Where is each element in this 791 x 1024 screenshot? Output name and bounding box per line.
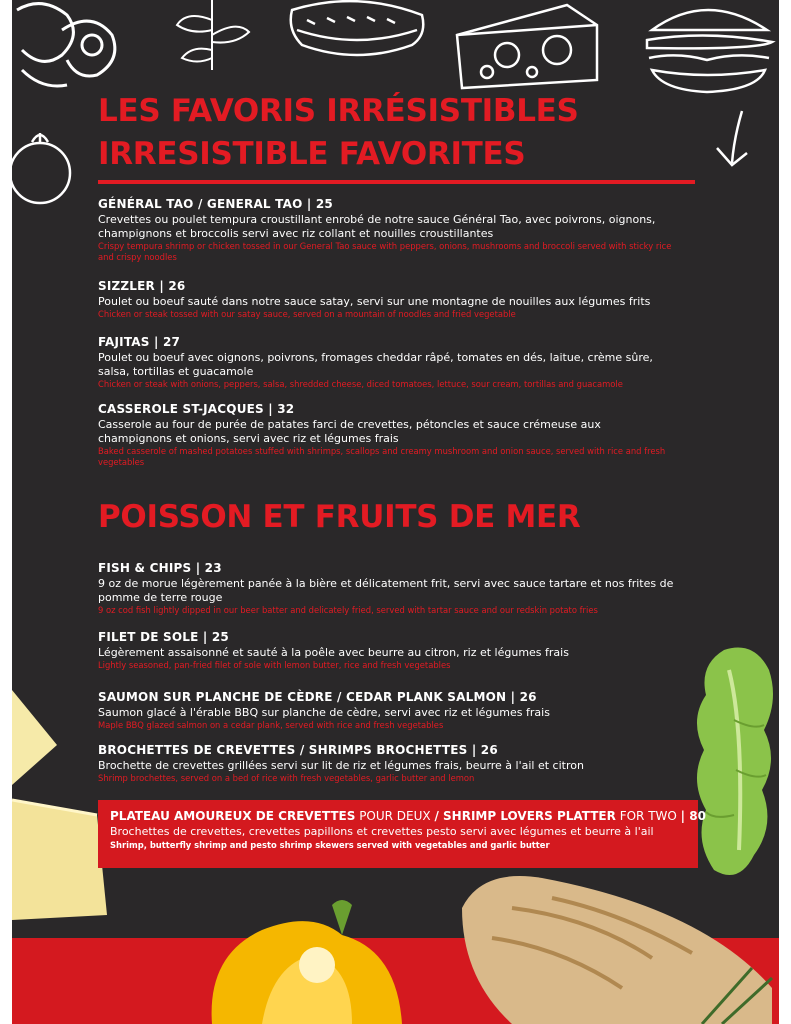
arrow-sketch-icon (712, 108, 752, 168)
item-description-fr: Casserole au four de purée de patates farci de crevettes, pétoncles et sauce crémeuse aux champignons et onions, servi avec riz et légumes frais (98, 418, 601, 445)
cheese-wedge-image (12, 690, 112, 930)
menu-item-general-tao (98, 197, 678, 263)
lettuce-image (684, 640, 779, 890)
item-title: CASSEROLE ST-JACQUES | 32 (98, 402, 295, 416)
platter-pour-deux: POUR DEUX (359, 809, 431, 823)
item-description-fr: Poulet ou boeuf sauté dans notre sauce satay, servi sur une montagne de nouilles aux légumes frits (98, 295, 651, 308)
item-title: BROCHETTES DE CREVETTES / SHRIMPS BROCHETTES | 26 (98, 743, 498, 757)
platter-price: | 80 (680, 809, 706, 823)
menu-item-filet-sole (98, 630, 678, 671)
yellow-pepper-image (192, 895, 422, 1024)
item-description-fr: Crevettes ou poulet tempura croustillant enrobé de notre sauce Général Tao, avec poivrons, oignons, champignons et broccolis servi avec riz collant et nouilles croustillantes (98, 213, 656, 240)
menu-page (12, 0, 779, 1024)
sandwich-sketch-icon (282, 0, 432, 70)
item-title: SIZZLER | 26 (98, 279, 186, 293)
burger-sketch-icon (637, 0, 779, 100)
platter-title-en: / SHRIMP LOVERS PLATTER (434, 809, 616, 823)
item-description-fr: Légèrement assaisonné et sauté à la poêle avec beurre au citron, riz et légumes frais (98, 646, 569, 659)
section-title-fr: LES FAVORIS IRRÉSISTIBLES (98, 93, 579, 129)
item-description-en: Lightly seasoned, pan-fried filet of sole with lemon butter, rice and fresh vegetables (98, 660, 451, 670)
item-title: FAJITAS | 27 (98, 335, 181, 349)
cheese-sketch-icon (447, 0, 607, 95)
item-title: FISH & CHIPS | 23 (98, 561, 222, 575)
herb-sketch-icon (167, 0, 257, 75)
tomato-sketch-icon (12, 128, 82, 208)
menu-item-salmon (98, 690, 678, 731)
item-description-en: Maple BBQ glazed salmon on a cedar plank, served with rice and fresh vegetables (98, 720, 444, 730)
platter-title (110, 808, 706, 824)
platter-description-fr: Brochettes de crevettes, crevettes papillons et crevettes pesto servi avec légumes et beurre à l'ail (110, 825, 654, 838)
item-title: FILET DE SOLE | 25 (98, 630, 229, 644)
section-title-en: IRRESISTIBLE FAVORITES (98, 136, 526, 172)
section-divider (98, 180, 695, 184)
item-description-fr: 9 oz de morue légèrement panée à la bière et délicatement frit, servi avec sauce tartare et nos frites de pomme de terre rouge (98, 577, 674, 604)
item-description-en: Shrimp brochettes, served on a bed of rice with fresh vegetables, garlic butter and lemon (98, 773, 475, 783)
menu-item-casserole (98, 402, 678, 468)
menu-item-fajitas (98, 335, 678, 390)
menu-item-fish-chips (98, 561, 678, 616)
platter-box (98, 800, 706, 868)
item-description-en: Chicken or steak with onions, peppers, salsa, shredded cheese, diced tomatoes, lettuce, sour cream, tortillas and guacamole (98, 379, 623, 389)
section-title-seafood: POISSON ET FRUITS DE MER (98, 499, 581, 535)
item-description-fr: Saumon glacé à l'érable BBQ sur planche de cèdre, servi avec riz et légumes frais (98, 706, 550, 719)
item-description-fr: Brochette de crevettes grillées servi sur lit de riz et légumes frais, beurre à l'ail et citron (98, 759, 584, 772)
item-title: SAUMON SUR PLANCHE DE CÈDRE / CEDAR PLANK SALMON | 26 (98, 690, 537, 704)
item-description-en: 9 oz cod fish lightly dipped in our beer batter and delicately fried, served with tartar sauce and our redskin potato fries (98, 605, 598, 615)
platter-title-fr: PLATEAU AMOUREUX DE CREVETTES (110, 809, 356, 823)
item-description-en: Baked casserole of mashed potatoes stuffed with shrimps, scallops and creamy mushroom and onion sauce, served with rice and fresh vegetables (98, 446, 666, 467)
baguette-image (452, 868, 779, 1024)
item-title: GÉNÉRAL TAO / GENERAL TAO | 25 (98, 197, 333, 211)
item-description-en: Crispy tempura shrimp or chicken tossed in our General Tao sauce with peppers, onions, mushrooms and broccoli served with sticky rice and crispy noodles (98, 241, 672, 262)
menu-item-shrimp-brochettes (98, 743, 678, 784)
platter-description-en: Shrimp, butterfly shrimp and pesto shrimp skewers served with vegetables and garlic butter (110, 840, 550, 850)
platter-for-two: FOR TWO (619, 809, 677, 823)
item-description-fr: Poulet ou boeuf avec oignons, poivrons, fromages cheddar râpé, tomates en dés, laitue, crème sûre, salsa, tortillas et guacamole (98, 351, 653, 378)
item-description-en: Chicken or steak tossed with our satay sauce, served on a mountain of noodles and fried vegetable (98, 309, 516, 319)
menu-item-sizzler (98, 279, 678, 320)
